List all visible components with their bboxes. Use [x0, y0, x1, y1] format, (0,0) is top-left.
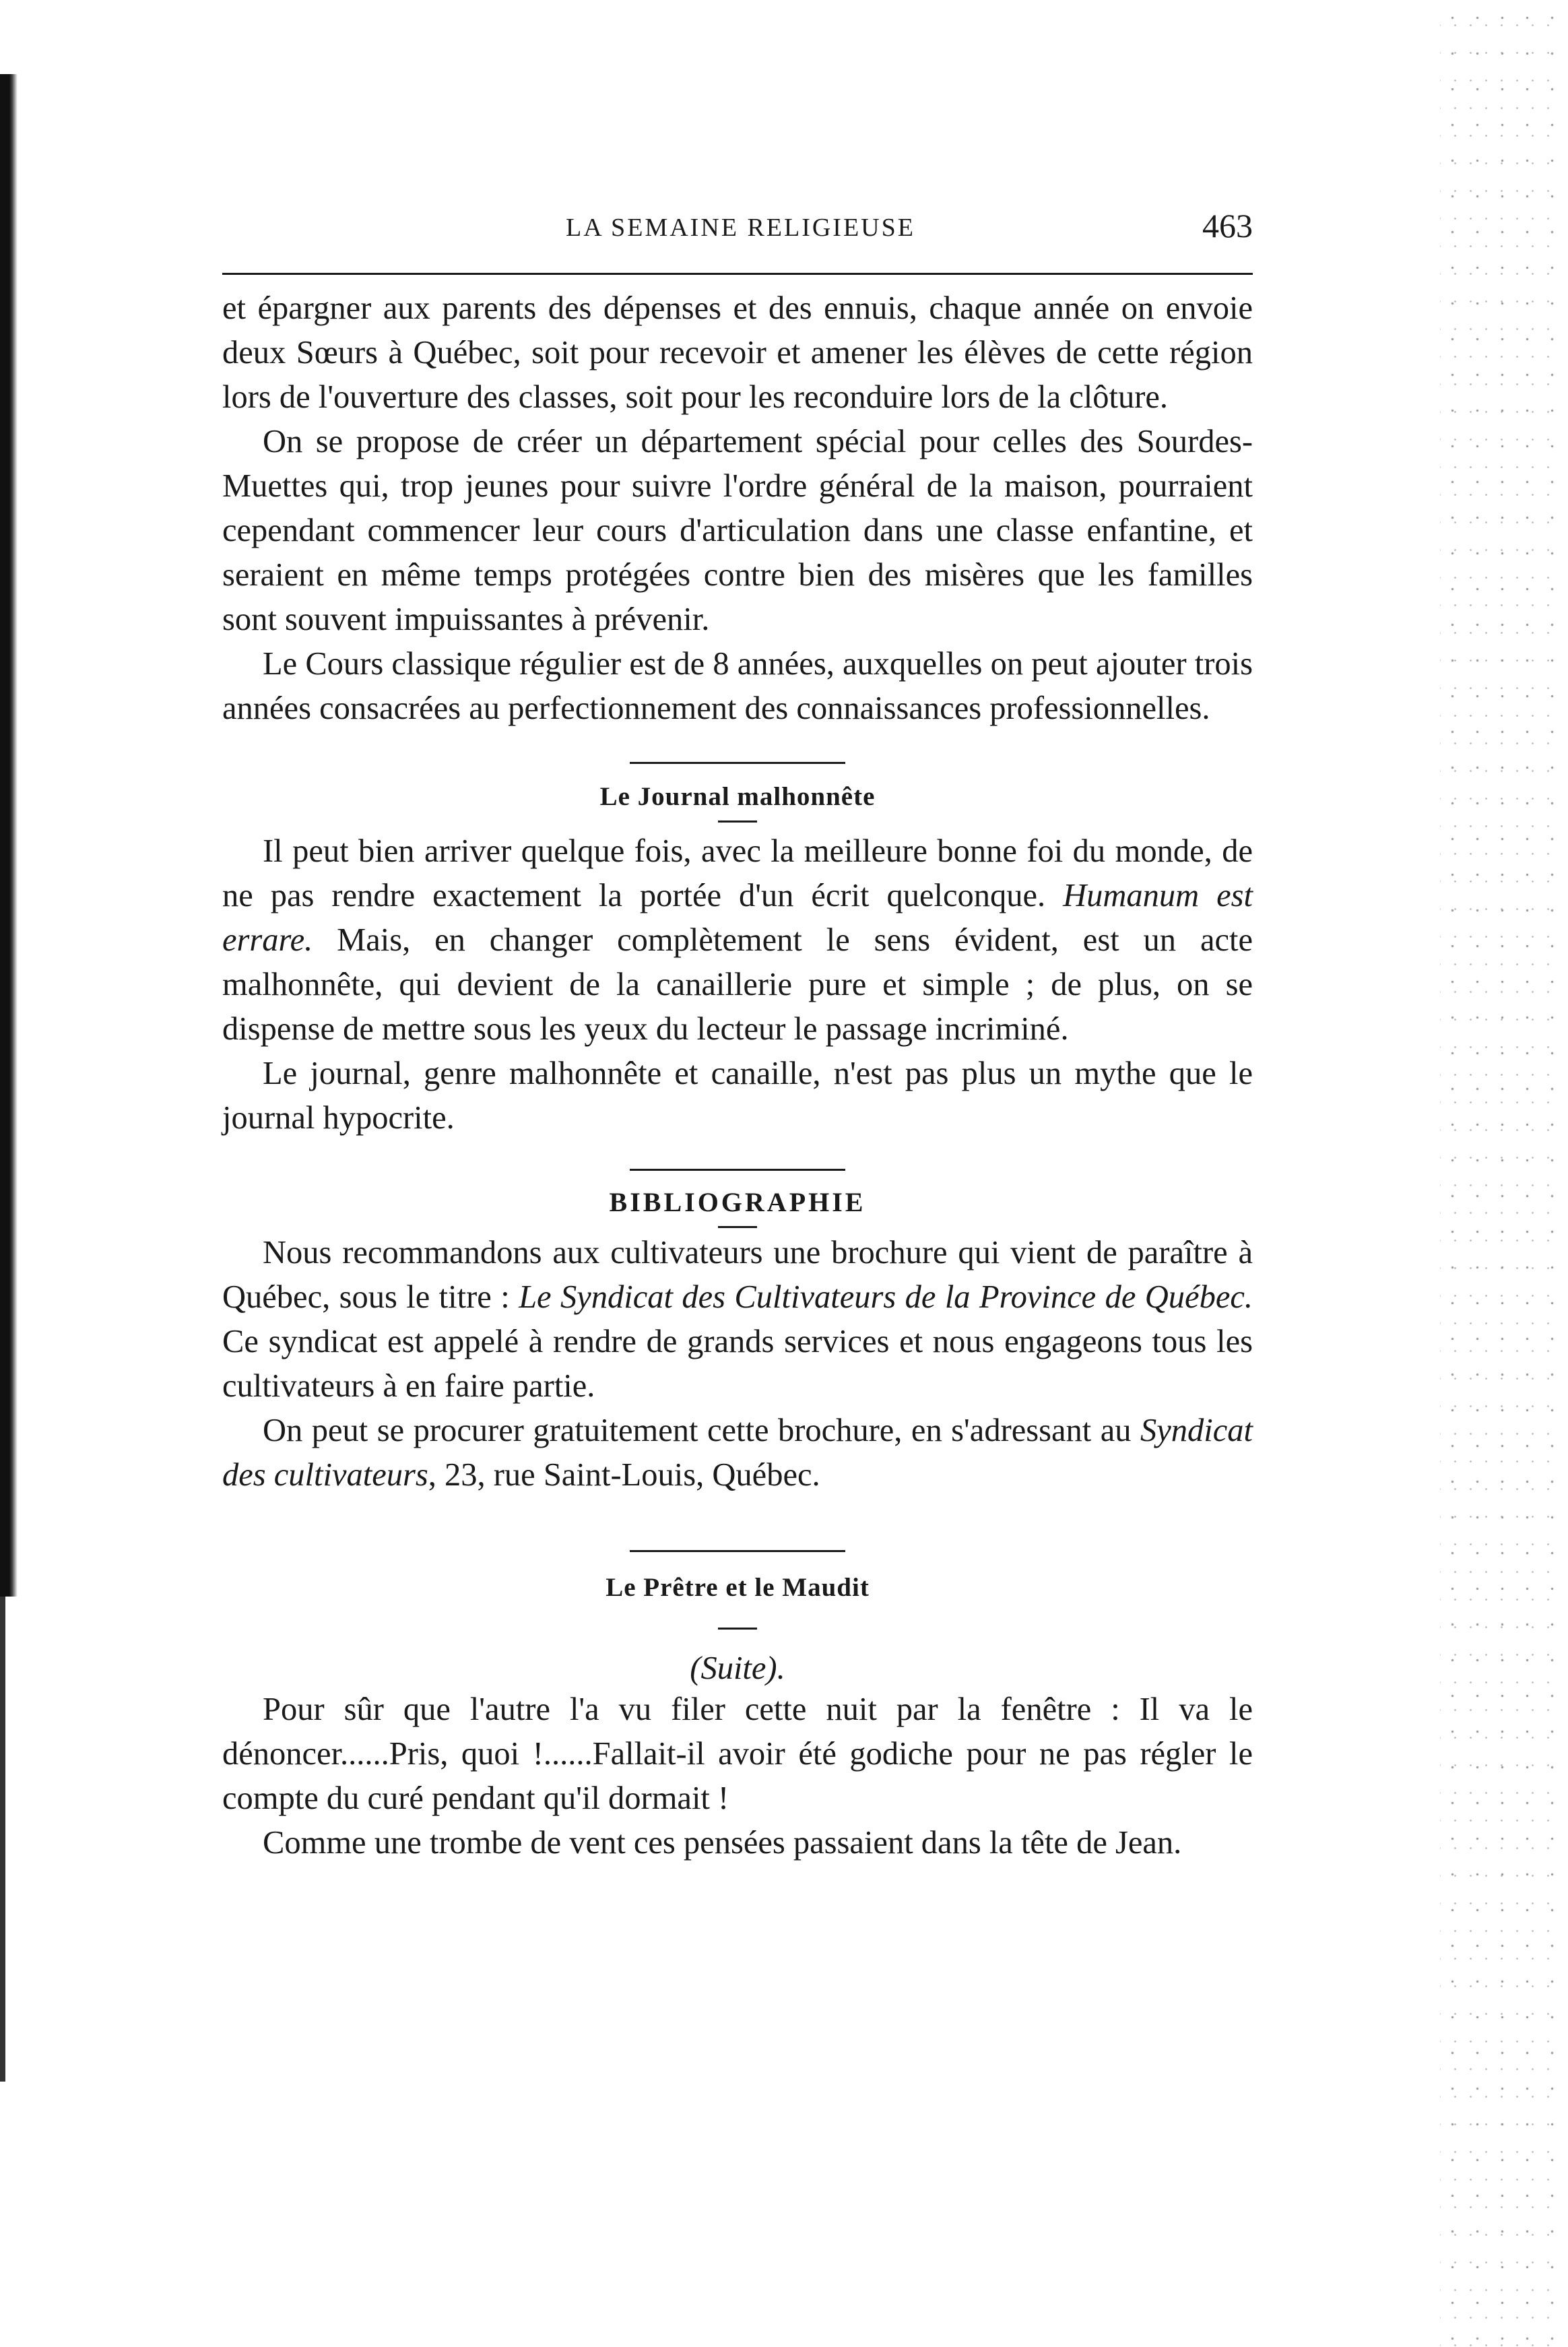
- journal-text-b: Mais, en changer complètement le sens évident, est un acte malhonnête, qui devient de la canaillerie pure et simple ; de plus, on se dispense de mettre sous les yeux du lecteur le passage incriminé.: [222, 922, 1253, 1047]
- page-header: [222, 202, 1253, 249]
- paragraph-cours-classique: Le Cours classique régulier est de 8 années, auxquelles on peut ajouter trois années consacrées au perfectionnement des connaissances professionnelles.: [222, 646, 1253, 726]
- binding-edge: [0, 1597, 5, 2082]
- paragraph-pretre-1: Pour sûr que l'autre l'a vu filer cette nuit par la fenêtre : Il va le dénoncer......Pris, quoi !......Fallait-il avoir été godiche pour ne pas régler le compte du curé pendant qu'il dormait !: [222, 1692, 1253, 1816]
- brochure-title: Le Syndicat des Cultivateurs de la Province de Québec.: [519, 1279, 1253, 1315]
- biblio-text-b: Ce syndicat est appelé à rendre de grands services et nous engageons tous les cultivateurs à en faire partie.: [222, 1324, 1253, 1404]
- continued-paragraph: et épargner aux parents des dépenses et des ennuis, chaque année on envoie deux Sœurs à Québec, soit pour recevoir et amener les élèves de cette région lors de l'ouverture des classes, soit pour les reconduire lors de la clôture.: [222, 290, 1253, 415]
- suite-label: (Suite).: [690, 1650, 785, 1686]
- paragraph-sourdes-muettes: On se propose de créer un département spécial pour celles des Sourdes-Muettes qui, trop jeunes pour suivre l'ordre général de la maison, pourraient cependant commencer leur cours d'articulation dans une classe enfantine, et seraient en même temps protégées contre bien des misères que les familles sont souvent impuissantes à prévenir.: [222, 424, 1253, 637]
- running-title: LA SEMAINE RELIGIEUSE: [566, 214, 915, 242]
- biblio-text-a: Nous recommandons aux cultivateurs une brochure qui vient de paraître à Québec, sous le titre :: [222, 1235, 1253, 1315]
- paragraph-pretre-2: Comme une trombe de vent ces pensées passaient dans la tête de Jean.: [263, 1825, 1182, 1861]
- biblio-text-c: On peut se procurer gratuitement cette brochure, en s'adressant au: [263, 1413, 1140, 1448]
- paragraph-journal-1: [222, 829, 1253, 1052]
- page-number: 463: [1202, 207, 1253, 245]
- latin-phrase: Humanum est errare.: [222, 878, 1253, 958]
- paragraph-journal-2: Le journal, genre malhonnête et canaille, n'est pas plus un mythe que le journal hypocrite.: [222, 1056, 1253, 1136]
- binding-shadow: [0, 74, 18, 1597]
- scan-gutter-noise: [1440, 0, 1561, 2347]
- paragraph-biblio-1: [222, 1231, 1253, 1409]
- journal-text-a: Il peut bien arriver quelque fois, avec la meilleure bonne foi du monde, de ne pas rendre exactement la portée d'un écrit quelconque.: [222, 833, 1253, 913]
- section-title-pretre: Le Prêtre et le Maudit: [606, 1573, 870, 1602]
- section-title-journal: Le Journal malhonnête: [599, 782, 876, 811]
- header-rule: [222, 273, 1253, 275]
- biblio-text-d: , 23, rue Saint-Louis, Québec.: [428, 1457, 820, 1493]
- page-body: [222, 286, 1253, 1865]
- syndicat-name: Syndicat des cultivateurs: [222, 1413, 1253, 1493]
- paragraph-biblio-2: [222, 1409, 1253, 1498]
- section-title-bibliographie: BIBLIOGRAPHIE: [609, 1187, 866, 1217]
